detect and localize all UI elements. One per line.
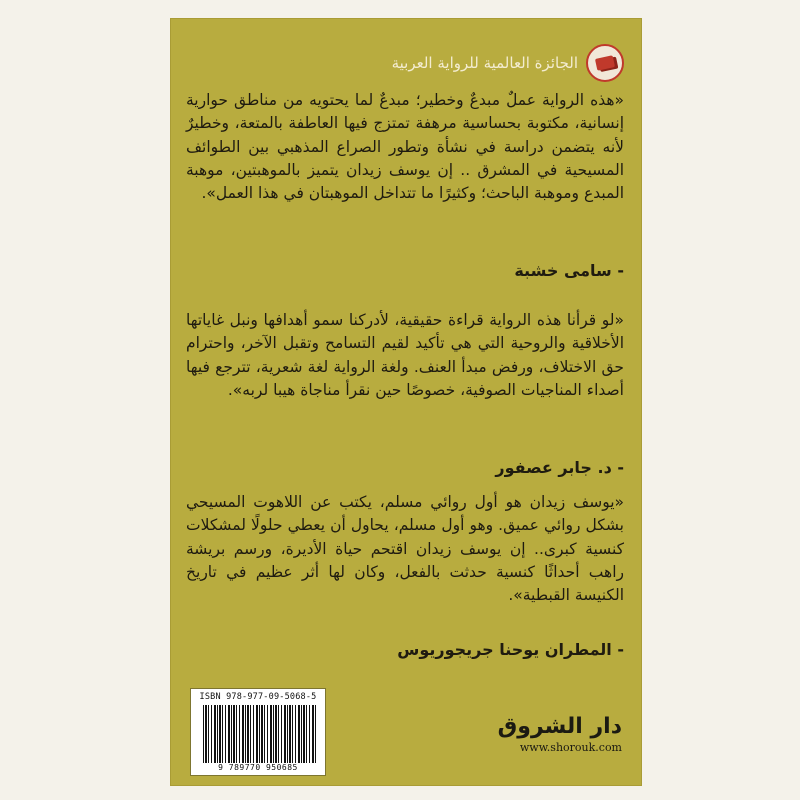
quote-3	[186, 491, 624, 607]
publisher-url: www.shorouk.com	[519, 741, 622, 754]
book-back-cover	[170, 18, 642, 786]
quote-1-author: - سامى خشبة	[514, 261, 624, 280]
quote-3-text: «يوسف زيدان هو أول روائي مسلم، يكتب عن اللاهوت المسيحي بشكل روائي عميق. وهو أول مسلم، يحاول أن يعطي حلولًا لمشكلات كنسية كبرى.. إن يوسف زيدان اقتحم حياة الأديرة، ورسم بريشة راهب أحداثًا كنسية حدثت بالفعل، وكان لها أثر عظيم في تاريخ الكنيسة القبطية».	[186, 493, 624, 605]
award-text: الجائزة العالمية للرواية العربية	[391, 54, 578, 72]
publisher-logo	[498, 714, 622, 754]
quote-2	[186, 309, 624, 402]
isbn-barcode	[190, 688, 326, 776]
isbn-number: ISBN 978-977-09-5068-5	[199, 692, 317, 702]
quote-1-text: «هذه الرواية عملٌ مبدعٌ وخطير؛ مبدعٌ لما يحتويه من مناطق حوارية إنسانية، مكتوبة بحساسية مرهفة تمتزج فيها العاطفة بالمتعة، وخطيرٌ لأنه يتضمن دراسة في نشأة وتطور الصراع المذهبي بين الطوائف المسيحية في المشرق .. إن يوسف زيدان يتميز بالموهبتين، موهبة المبدع وموهبة الباحث؛ وكثيرًا ما تتداخل الموهبتان في هذا العمل».	[186, 91, 624, 203]
ean-number: 9 789770 950685	[218, 763, 298, 772]
barcode-bars	[203, 705, 317, 763]
quote-2-text: «لو قرأنا هذه الرواية قراءة حقيقية، لأدركنا سمو أهدافها ونبل غاياتها الأخلاقية والروحية التي هي تأكيد لقيم التسامح وتقبل الآخر، واحترام حق الاختلاف، ورفض مبدأ العنف. ولغة الرواية لغة شعرية، تترجع فيها أصداء المناجيات الصوفية، خصوصًا حين نقرأ مناجاة هيبا لربه».	[186, 311, 624, 399]
award-book-icon	[586, 44, 624, 82]
publisher-name: دار الشروق	[497, 714, 622, 739]
quote-2-author: - د. جابر عصفور	[495, 458, 624, 477]
quote-1	[186, 89, 624, 205]
quote-3-author: - المطران يوحنا جريجوريوس	[397, 640, 624, 659]
award-badge	[392, 44, 624, 82]
